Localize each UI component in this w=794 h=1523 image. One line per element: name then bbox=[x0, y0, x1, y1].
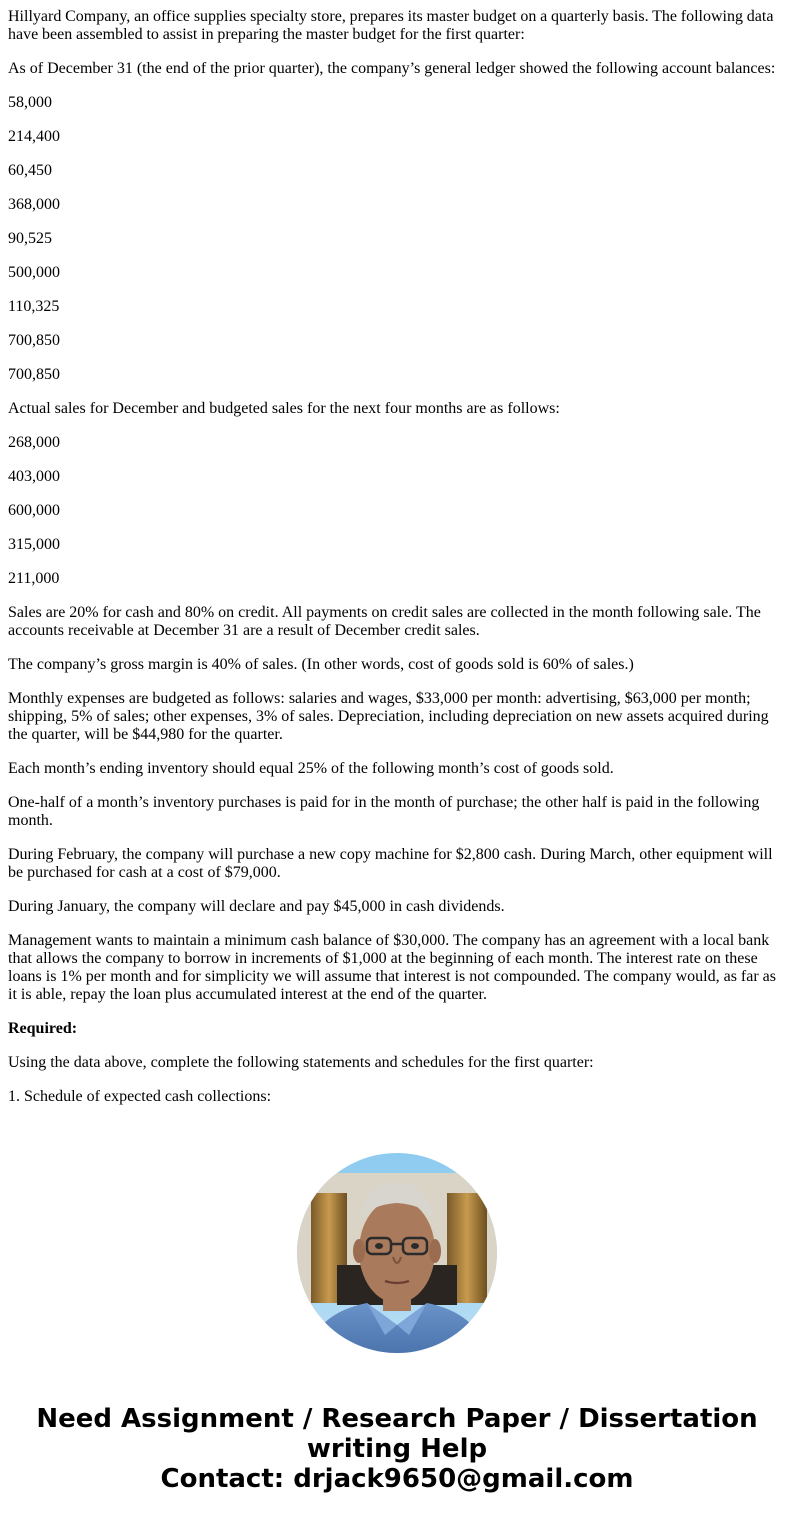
sales-value: 211,000 bbox=[8, 570, 60, 587]
balance-value: 214,400 bbox=[8, 128, 60, 145]
balance-value: 60,450 bbox=[8, 162, 52, 179]
paragraph-gross-margin: The company’s gross margin is 40% of sales. (In other words, cost of goods sold is 60% of sales.) bbox=[8, 656, 634, 673]
paragraph-expenses: Monthly expenses are budgeted as follows: salaries and wages, $33,000 per month: advertising, $63,000 per month; shipping, 5% of sales; other expenses, 3% of sales. Depreciation, including depreciation on new assets acquired during the quarter, will be $44,980 for the quarter. bbox=[8, 690, 769, 743]
paragraph-purchases: One-half of a month’s inventory purchases is paid for in the month of purchase; the other half is paid in the following month. bbox=[8, 794, 760, 829]
balance-value: 700,850 bbox=[8, 332, 60, 349]
balance-value: 90,525 bbox=[8, 230, 52, 247]
balance-value: 500,000 bbox=[8, 264, 60, 281]
intro-paragraph: Hillyard Company, an office supplies specialty store, prepares its master budget on a quarterly basis. The following data have been assembled to assist in preparing the master budget for the first quarter: bbox=[8, 8, 774, 43]
sales-heading: Actual sales for December and budgeted sales for the next four months are as follows: bbox=[8, 400, 560, 417]
schedule-item: 1. Schedule of expected cash collections: bbox=[8, 1088, 272, 1105]
paragraph-inventory: Each month’s ending inventory should equal 25% of the following month’s cost of goods sold. bbox=[8, 760, 614, 777]
paragraph-dividends: During January, the company will declare and pay $45,000 in cash dividends. bbox=[8, 898, 505, 915]
promo-line: Need Assignment / Research Paper / Dissertation bbox=[36, 1404, 758, 1434]
sales-value: 315,000 bbox=[8, 536, 60, 553]
sales-value: 600,000 bbox=[8, 502, 60, 519]
person-portrait-image bbox=[297, 1153, 497, 1353]
sales-value: 403,000 bbox=[8, 468, 60, 485]
balance-value: 700,850 bbox=[8, 366, 60, 383]
promo-banner bbox=[0, 1404, 794, 1494]
paragraph-equipment: During February, the company will purchase a new copy machine for $2,800 cash. During March, other equipment will be purchased for cash at a cost of $79,000. bbox=[8, 846, 773, 881]
promo-line: writing Help bbox=[306, 1434, 488, 1464]
author-avatar bbox=[297, 1153, 497, 1353]
instructions: Using the data above, complete the following statements and schedules for the first quarter: bbox=[8, 1054, 594, 1071]
paragraph-credit-sales: Sales are 20% for cash and 80% on credit. All payments on credit sales are collected in the month following sale. The accounts receivable at December 31 are a result of December credit sales. bbox=[8, 604, 761, 639]
balances-heading: As of December 31 (the end of the prior quarter), the company’s general ledger showed the following account balances: bbox=[8, 60, 776, 77]
required-label: Required: bbox=[8, 1020, 78, 1037]
balance-value: 368,000 bbox=[8, 196, 60, 213]
balance-value: 110,325 bbox=[8, 298, 60, 315]
document-body bbox=[8, 8, 786, 1122]
paragraph-cash-balance: Management wants to maintain a minimum cash balance of $30,000. The company has an agreement with a local bank that allows the company to borrow in increments of $1,000 at the beginning of each month. The interest rate on these loans is 1% per month and for simplicity we will assume that interest is not compounded. The company would, as far as it is able, repay the loan plus accumulated interest at the end of the quarter. bbox=[8, 932, 776, 1003]
sales-value: 268,000 bbox=[8, 434, 60, 451]
balance-value: 58,000 bbox=[8, 94, 52, 111]
promo-contact: Contact: drjack9650@gmail.com bbox=[160, 1464, 634, 1494]
